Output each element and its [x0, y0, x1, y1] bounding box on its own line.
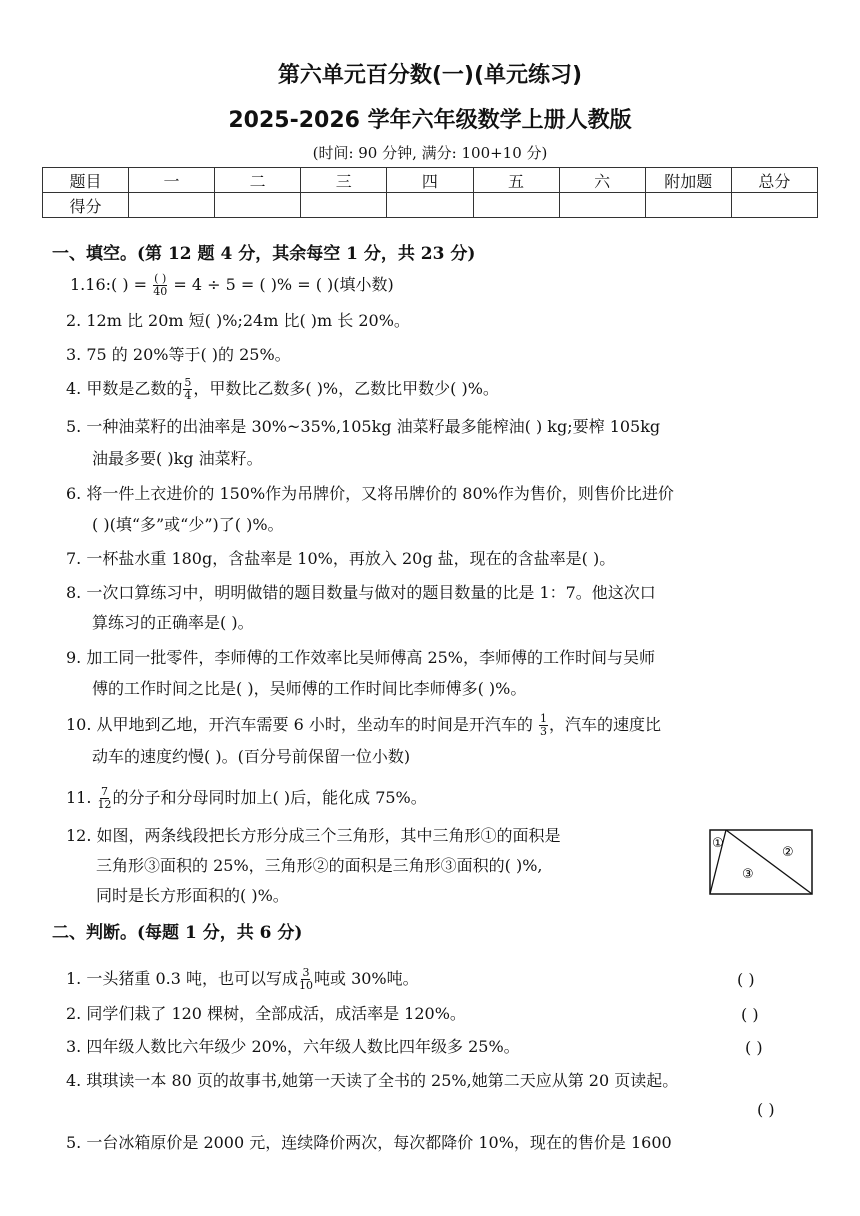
- score-cell: 总分: [731, 168, 817, 193]
- judgement-5: 5. 一台冰箱原价是 2000 元，连续降价两次，每次都降价 10%，现在的售价是 1600: [66, 1133, 672, 1152]
- fraction: [183, 377, 192, 402]
- question-11: [66, 783, 427, 813]
- rectangle-triangles-figure: [708, 828, 814, 896]
- question-12-line2: 三角形③面积的 25%，三角形②的面积是三角形③面积的( )%,: [96, 856, 543, 875]
- fraction: [98, 786, 112, 811]
- score-cell: 附加题: [645, 168, 731, 193]
- score-table-header-row: [43, 168, 818, 193]
- score-cell: 三: [301, 168, 387, 193]
- score-cell: 六: [559, 168, 645, 193]
- triangle-2-label: ②: [782, 845, 794, 860]
- question-8-line2: 算练习的正确率是( )。: [92, 613, 254, 632]
- fraction-numerator: 3: [302, 966, 310, 979]
- question-6-line1: 6. 将一件上衣进价的 150%作为吊牌价，又将吊牌价的 80%作为售价，则售价比进价: [66, 484, 674, 503]
- triangle-3-label: ③: [742, 867, 754, 882]
- score-input-cell[interactable]: [301, 193, 387, 218]
- judgement-1: [66, 964, 419, 994]
- score-input-cell[interactable]: [129, 193, 215, 218]
- score-label: 得分: [43, 193, 129, 218]
- answer-parenthesis[interactable]: ( ): [745, 1038, 763, 1057]
- answer-parenthesis[interactable]: ( ): [737, 970, 755, 989]
- score-cell: 一: [129, 168, 215, 193]
- fraction: [539, 713, 548, 738]
- worksheet-title: 第六单元百分数(一)(单元练习): [277, 63, 583, 88]
- score-cell: 四: [387, 168, 473, 193]
- section1-heading: 一、填空。(第 12 题 4 分，其余每空 1 分，共 23 分): [52, 244, 476, 264]
- question-12-line1: 12. 如图，两条线段把长方形分成三个三角形，其中三角形①的面积是: [66, 826, 561, 845]
- question-10-line2: 动车的速度约慢( )。(百分号前保留一位小数): [92, 747, 411, 766]
- answer-parenthesis[interactable]: ( ): [741, 1005, 759, 1024]
- judgement-4: 4. 琪琪读一本 80 页的故事书,她第一天读了全书的 25%,她第二天应从第 20 页读起。: [66, 1071, 679, 1090]
- fraction-numerator: 7: [101, 785, 109, 798]
- question-12-line3: 同时是长方形面积的( )%。: [96, 886, 289, 905]
- score-cell: 二: [215, 168, 301, 193]
- question-text: = 4 ÷ 5 = ( )% = ( )(填小数): [168, 275, 394, 294]
- question-text: 4. 甲数是乙数的: [66, 379, 183, 398]
- judgement-2: 2. 同学们栽了 120 棵树，全部成活，成活率是 120%。: [66, 1004, 466, 1023]
- question-9-line2: 傅的工作时间之比是( )，吴师傅的工作时间比李师傅多( )%。: [92, 679, 527, 698]
- question-8-line1: 8. 一次口算练习中，明明做错的题目数量与做对的题目数量的比是 1：7。他这次口: [66, 583, 656, 602]
- fraction-denominator: 40: [153, 285, 168, 298]
- score-input-cell[interactable]: [731, 193, 817, 218]
- question-5-line1: 5. 一种油菜籽的出油率是 30%~35%,105kg 油菜籽最多能榨油( ) kg;要榨 105kg: [66, 417, 661, 436]
- question-5-line2: 油最多要( )kg 油菜籽。: [92, 449, 263, 468]
- question-4: [66, 374, 499, 404]
- score-input-cell[interactable]: [559, 193, 645, 218]
- question-9-line1: 9. 加工同一批零件，李师傅的工作效率比吴师傅高 25%，李师傅的工作时间与吴师: [66, 648, 656, 667]
- score-input-cell[interactable]: [215, 193, 301, 218]
- question-text: 11.: [66, 788, 97, 807]
- score-input-cell[interactable]: [473, 193, 559, 218]
- fraction-numerator: 5: [184, 376, 192, 389]
- question-text: ，甲数比乙数多( )%，乙数比甲数少( )%。: [193, 379, 499, 398]
- segment-line: [726, 830, 812, 894]
- question-text: 1. 一头猪重 0.3 吨，也可以写成: [66, 969, 298, 988]
- question-2: 2. 12m 比 20m 短( )%;24m 比( )m 长 20%。: [66, 311, 410, 330]
- worksheet-subtitle-year: 2025-2026 学年六年级数学上册人教版: [228, 108, 632, 133]
- fraction-denominator: 4: [184, 389, 192, 402]
- question-text: 1.16:( ) =: [70, 275, 153, 294]
- question-6-line2: ( )(填“多”或“少”)了( )%。: [92, 515, 284, 534]
- fraction: [299, 967, 313, 992]
- fraction-denominator: 10: [298, 979, 313, 992]
- judgement-3: 3. 四年级人数比六年级少 20%，六年级人数比四年级多 25%。: [66, 1037, 520, 1056]
- answer-parenthesis[interactable]: ( ): [757, 1100, 775, 1119]
- fraction-denominator: 3: [539, 725, 547, 738]
- score-cell: 题目: [43, 168, 129, 193]
- score-table-score-row: [43, 193, 818, 218]
- score-table: [42, 167, 818, 218]
- rectangle-outline: [710, 830, 812, 894]
- triangle-1-label: ①: [712, 836, 724, 851]
- time-and-score-note: (时间: 90 分钟, 满分: 100+10 分): [312, 144, 548, 162]
- question-text: 吨或 30%吨。: [313, 969, 419, 988]
- fraction-numerator: ( ): [154, 272, 167, 285]
- score-input-cell[interactable]: [387, 193, 473, 218]
- question-text: ，汽车的速度比: [548, 715, 661, 734]
- score-input-cell[interactable]: [645, 193, 731, 218]
- fraction-denominator: 12: [97, 798, 112, 811]
- question-text: 10. 从甲地到乙地，开汽车需要 6 小时，坐动车的时间是开汽车的: [66, 715, 538, 734]
- fraction: [153, 273, 167, 298]
- question-3: 3. 75 的 20%等于( )的 25%。: [66, 345, 291, 364]
- score-cell: 五: [473, 168, 559, 193]
- fraction-numerator: 1: [539, 712, 547, 725]
- question-1: [70, 270, 394, 300]
- question-7: 7. 一杯盐水重 180g，含盐率是 10%，再放入 20g 盐，现在的含盐率是( )。: [66, 549, 616, 568]
- section2-heading: 二、判断。(每题 1 分，共 6 分): [52, 923, 303, 943]
- question-10-line1: [66, 710, 661, 740]
- question-text: 的分子和分母同时加上( )后，能化成 75%。: [112, 788, 427, 807]
